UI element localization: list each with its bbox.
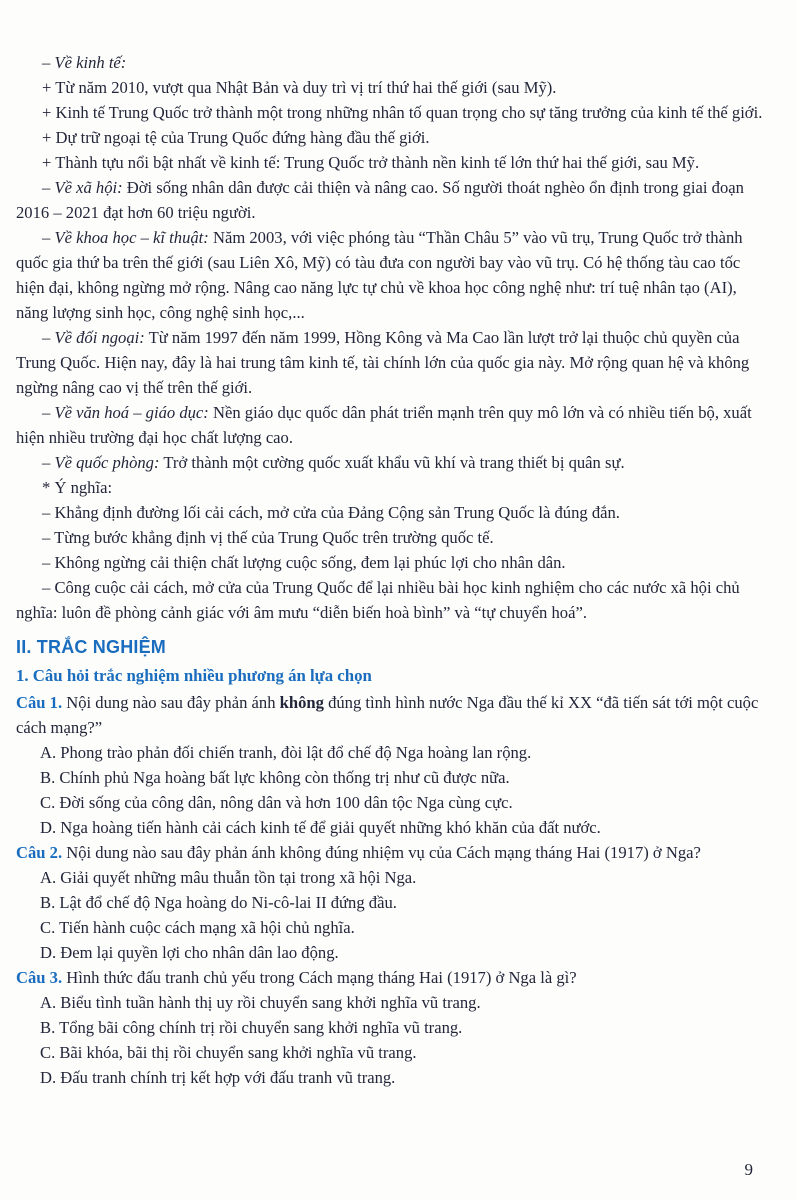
question-text: Hình thức đấu tranh chủ yếu trong Cách mạng tháng Hai (1917) ở Nga là gì? <box>66 968 577 987</box>
paragraph-text: – Từng bước khẳng định vị thế của Trung Quốc trên trường quốc tế. <box>42 528 494 547</box>
paragraph <box>16 225 763 325</box>
paragraph-text: – Khẳng định đường lối cải cách, mở cửa của Đảng Cộng sản Trung Quốc là đúng đắn. <box>42 503 620 522</box>
option: A. Giải quyết những mâu thuẫn tồn tại trong xã hội Nga. <box>40 868 417 887</box>
question-text: Nội dung nào sau đây phản ánh <box>66 693 280 712</box>
paragraph-text: + Dự trữ ngoại tệ của Trung Quốc đứng hàng đầu thế giới. <box>42 128 430 147</box>
question-block <box>16 690 763 840</box>
question <box>16 965 763 990</box>
paragraph-text: Trở thành một cường quốc xuất khẩu vũ khí và trang thiết bị quân sự. <box>159 453 625 472</box>
paragraph-text: – Công cuộc cải cách, mở cửa của Trung Quốc để lại nhiều bài học kinh nghiệm cho các nước xã hội chủ nghĩa: luôn đề phòng cảnh giác với âm mưu “diễn biến hoà bình” và “tự chuyển hoá”. <box>16 578 740 622</box>
subsection-heading: 1. Câu hỏi trắc nghiệm nhiều phương án lựa chọn <box>16 666 372 685</box>
question-label: Câu 3. <box>16 968 63 987</box>
option: B. Tổng bãi công chính trị rồi chuyển sang khởi nghĩa vũ trang. <box>40 1018 463 1037</box>
paragraph-text: Nền giáo dục quốc dân phát triển mạnh trên quy mô lớn và có nhiều tiến bộ, xuất hiện nhiều trường đại học chất lượng cao. <box>16 403 752 447</box>
option: C. Bãi khóa, bãi thị rồi chuyển sang khởi nghĩa vũ trang. <box>40 1043 417 1062</box>
paragraph-text: Năm 2003, với việc phóng tàu “Thần Châu 5” vào vũ trụ, Trung Quốc trở thành quốc gia thứ ba trên thế giới (sau Liên Xô, Mỹ) có tàu đưa con người bay vào vũ trụ. Có hệ thống tàu cao tốc hiện đại, không ngừng mở rộng. Nâng cao năng lực tự chủ về khoa học công nghệ như: trí tuệ nhân tạo (AI), năng lượng sinh học, công nghệ sinh học,... <box>16 228 743 322</box>
paragraph <box>16 50 763 75</box>
section-heading: II. TRẮC NGHIỆM <box>16 637 166 657</box>
option: C. Đời sống của công dân, nông dân và hơn 100 dân tộc Nga cùng cực. <box>40 793 513 812</box>
quiz-section <box>16 635 763 1090</box>
paragraph-lead: – Về đối ngoại: <box>42 328 145 347</box>
paragraph-lead: – Về khoa học – kĩ thuật: <box>42 228 209 247</box>
paragraph <box>16 525 763 550</box>
paragraph <box>16 450 763 475</box>
option: D. Nga hoàng tiến hành cải cách kinh tế để giải quyết những khó khăn của đất nước. <box>40 818 601 837</box>
paragraph <box>16 150 763 175</box>
option: A. Phong trào phản đối chiến tranh, đòi lật đổ chế độ Nga hoàng lan rộng. <box>40 743 532 762</box>
paragraph <box>16 400 763 450</box>
paragraph-lead: – Về xã hội: <box>42 178 123 197</box>
question <box>16 840 763 865</box>
question-text-bold: không <box>279 693 324 712</box>
option: A. Biểu tình tuần hành thị uy rồi chuyển sang khởi nghĩa vũ trang. <box>40 993 481 1012</box>
option: B. Chính phủ Nga hoàng bất lực không còn thống trị như cũ được nữa. <box>40 768 510 787</box>
paragraph <box>16 75 763 100</box>
paragraph-text: * Ý nghĩa: <box>42 478 113 497</box>
paragraph <box>16 325 763 400</box>
paragraph <box>16 550 763 575</box>
question-label: Câu 1. <box>16 693 63 712</box>
paragraph <box>16 475 763 500</box>
paragraph-lead: – Về văn hoá – giáo dục: <box>42 403 209 422</box>
paragraph-text: + Từ năm 2010, vượt qua Nhật Bản và duy trì vị trí thứ hai thế giới (sau Mỹ). <box>42 78 557 97</box>
paragraph-text: Đời sống nhân dân được cải thiện và nâng cao. Số người thoát nghèo ổn định trong giai đoạn 2016 – 2021 đạt hơn 60 triệu người. <box>16 178 744 222</box>
option: B. Lật đổ chế độ Nga hoàng do Ni-cô-lai II đứng đầu. <box>40 893 397 912</box>
question-block <box>16 965 763 1090</box>
paragraph-lead: – Về kinh tế: <box>42 53 127 72</box>
paragraph <box>16 125 763 150</box>
question-text: Nội dung nào sau đây phản ánh không đúng nhiệm vụ của Cách mạng tháng Hai (1917) ở Nga? <box>66 843 701 862</box>
paragraph-text: + Kinh tế Trung Quốc trở thành một trong những nhân tố quan trọng cho sự tăng trưởng của kinh tế thế giới. <box>42 103 763 122</box>
option: C. Tiến hành cuộc cách mạng xã hội chủ nghĩa. <box>40 918 355 937</box>
paragraph <box>16 575 763 625</box>
question-block <box>16 840 763 965</box>
paragraph <box>16 500 763 525</box>
option: D. Đem lại quyền lợi cho nhân dân lao động. <box>40 943 339 962</box>
question-text: đúng tình hình nước Nga đầu thế kỉ XX “đã tiến sát tới một cuộc cách mạng?” <box>16 693 759 737</box>
page-number: 9 <box>744 1160 753 1179</box>
paragraph <box>16 175 763 225</box>
paragraph-text: – Không ngừng cải thiện chất lượng cuộc sống, đem lại phúc lợi cho nhân dân. <box>42 553 566 572</box>
paragraph-text: + Thành tựu nổi bật nhất về kinh tế: Trung Quốc trở thành nền kinh tế lớn thứ hai thế giới, sau Mỹ. <box>42 153 700 172</box>
question-label: Câu 2. <box>16 843 63 862</box>
notes-section <box>16 50 763 625</box>
paragraph-lead: – Về quốc phòng: <box>42 453 160 472</box>
question <box>16 690 763 740</box>
paragraph <box>16 100 763 125</box>
paragraph-text: Từ năm 1997 đến năm 1999, Hồng Kông và Ma Cao lần lượt trở lại thuộc chủ quyền của Trung Quốc. Hiện nay, đây là hai trung tâm kinh tế, tài chính lớn của quốc gia này. Mở rộng quan hệ và không ngừng nâng cao vị thế trên thế giới. <box>16 328 750 397</box>
option: D. Đấu tranh chính trị kết hợp với đấu tranh vũ trang. <box>40 1068 396 1087</box>
